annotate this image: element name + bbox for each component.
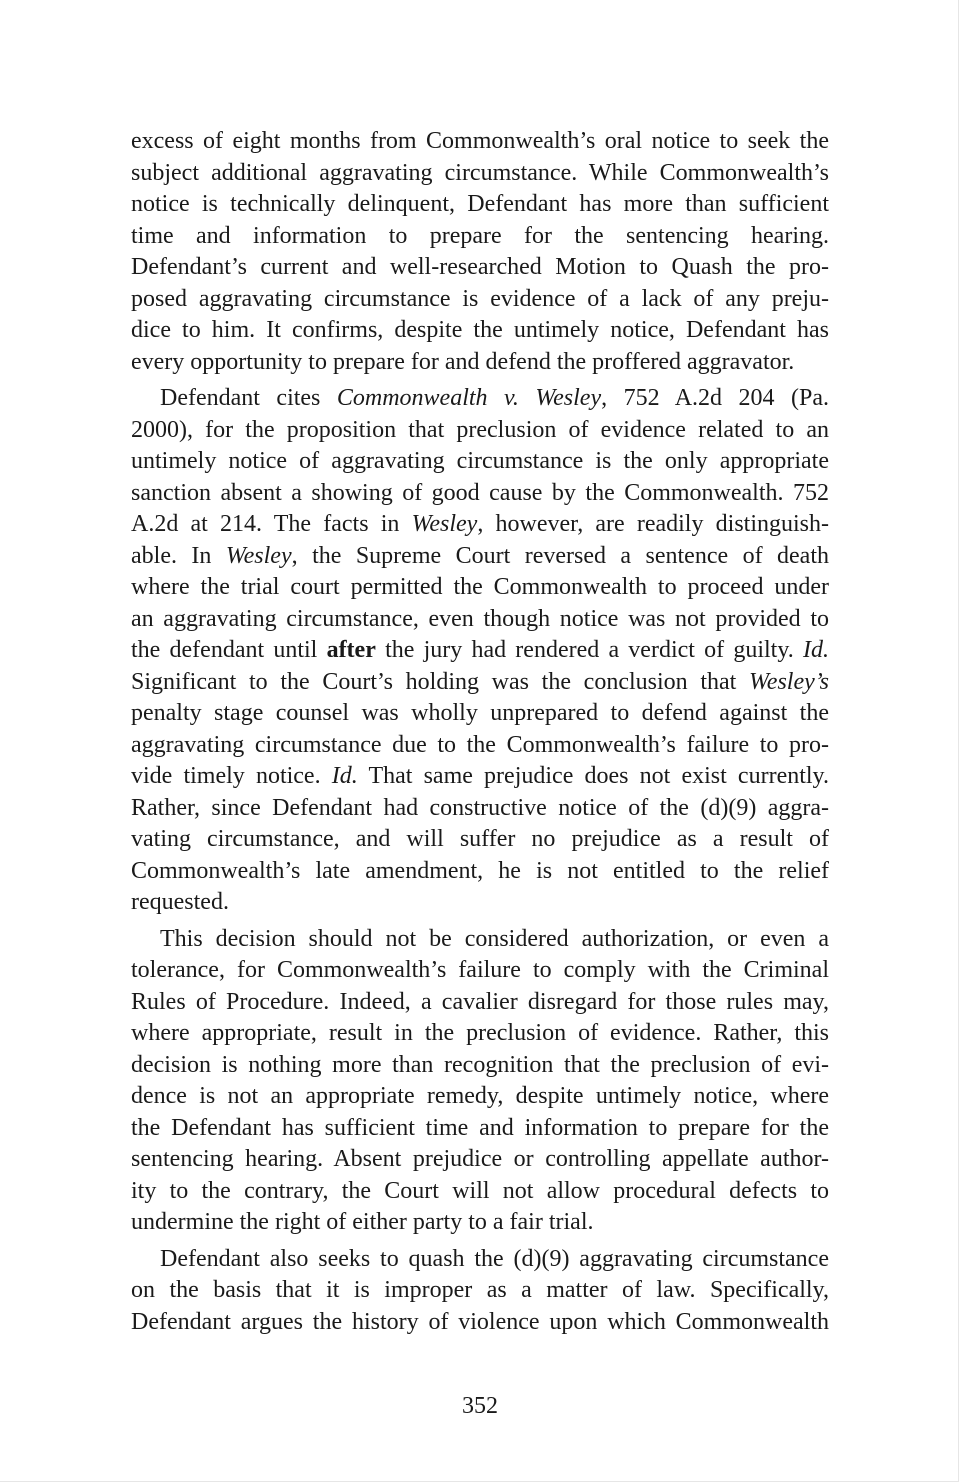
paragraph bbox=[131, 1244, 829, 1339]
text-line: the Defendant has sufficient time and information to prepare for the bbox=[131, 1114, 829, 1141]
text-line: where the trial court permitted the Commonwealth to proceed under bbox=[131, 574, 829, 600]
body-text bbox=[131, 126, 829, 1338]
text-line: untimely notice of aggravating circumstance is the only appropriate bbox=[131, 448, 829, 474]
text-line: 2000), for the proposition that preclusion of evidence related to an bbox=[131, 416, 829, 443]
text-line: decision is nothing more than recognition that the preclusion of evi- bbox=[131, 1051, 829, 1078]
text-line: sanction absent a showing of good cause by the Commonwealth. 752 bbox=[131, 479, 829, 506]
text-line: Commonwealth’s late amendment, he is not entitled to the relief bbox=[131, 857, 829, 884]
text-line: Significant to the Court’s holding was the conclusion that Wesley’s bbox=[131, 668, 829, 695]
text-line: ity to the contrary, the Court will not allow procedural defects to bbox=[131, 1177, 829, 1204]
text-line: This decision should not be considered authorization, or even a bbox=[160, 925, 829, 952]
text-line: where appropriate, result in the preclusion of evidence. Rather, this bbox=[131, 1020, 829, 1046]
paragraph bbox=[131, 126, 829, 378]
text-line: Rather, since Defendant had constructive notice of the (d)(9) aggra- bbox=[131, 794, 829, 821]
text-line: vide timely notice. Id. That same prejudice does not exist currently. bbox=[131, 763, 829, 789]
text-line: penalty stage counsel was wholly unprepared to defend against the bbox=[131, 700, 829, 726]
text-line: Defendant’s current and well-researched Motion to Quash the pro- bbox=[131, 254, 829, 280]
text-line: on the basis that it is improper as a matter of law. Specifically, bbox=[131, 1277, 829, 1303]
text-line: the defendant until after the jury had rendered a verdict of guilty. Id. bbox=[131, 637, 829, 663]
text-line: Defendant cites Commonwealth v. Wesley, 752 A.2d 204 (Pa. bbox=[160, 385, 829, 411]
text-line: able. In Wesley, the Supreme Court reversed a sentence of death bbox=[131, 542, 829, 569]
paragraph bbox=[131, 383, 829, 919]
text-line: aggravating circumstance due to the Commonwealth’s failure to pro- bbox=[131, 731, 829, 758]
text-line: subject additional aggravating circumstance. While Commonwealth’s bbox=[131, 159, 829, 186]
text-line: Defendant argues the history of violence upon which Commonwealth bbox=[131, 1308, 829, 1335]
text-line: Defendant also seeks to quash the (d)(9) aggravating circumstance bbox=[160, 1245, 829, 1272]
text-line: Rules of Procedure. Indeed, a cavalier disregard for those rules may, bbox=[131, 988, 829, 1015]
text-line: A.2d at 214. The facts in Wesley, however, are readily distinguish- bbox=[131, 511, 829, 537]
text-line: requested. bbox=[131, 889, 229, 915]
text-line: time and information to prepare for the sentencing hearing. bbox=[131, 222, 829, 249]
text-line: excess of eight months from Commonwealth’s oral notice to seek the bbox=[131, 128, 829, 154]
page-number: 352 bbox=[462, 1393, 498, 1419]
paragraph bbox=[131, 924, 829, 1239]
text-line: vating circumstance, and will suffer no prejudice as a result of bbox=[131, 826, 829, 852]
text-line: sentencing hearing. Absent prejudice or controlling appellate author- bbox=[131, 1146, 829, 1172]
text-line: posed aggravating circumstance is evidence of a lack of any preju- bbox=[131, 285, 829, 312]
text-line: tolerance, for Commonwealth’s failure to comply with the Criminal bbox=[131, 957, 829, 983]
text-line: an aggravating circumstance, even though notice was not provided to bbox=[131, 605, 829, 632]
text-line: dence is not an appropriate remedy, despite untimely notice, where bbox=[131, 1083, 829, 1109]
text-line: undermine the right of either party to a fair trial. bbox=[131, 1209, 594, 1235]
text-line: every opportunity to prepare for and defend the proffered aggravator. bbox=[131, 348, 795, 375]
text-line: dice to him. It confirms, despite the untimely notice, Defendant has bbox=[131, 317, 829, 343]
text-line: notice is technically delinquent, Defendant has more than sufficient bbox=[131, 191, 829, 217]
